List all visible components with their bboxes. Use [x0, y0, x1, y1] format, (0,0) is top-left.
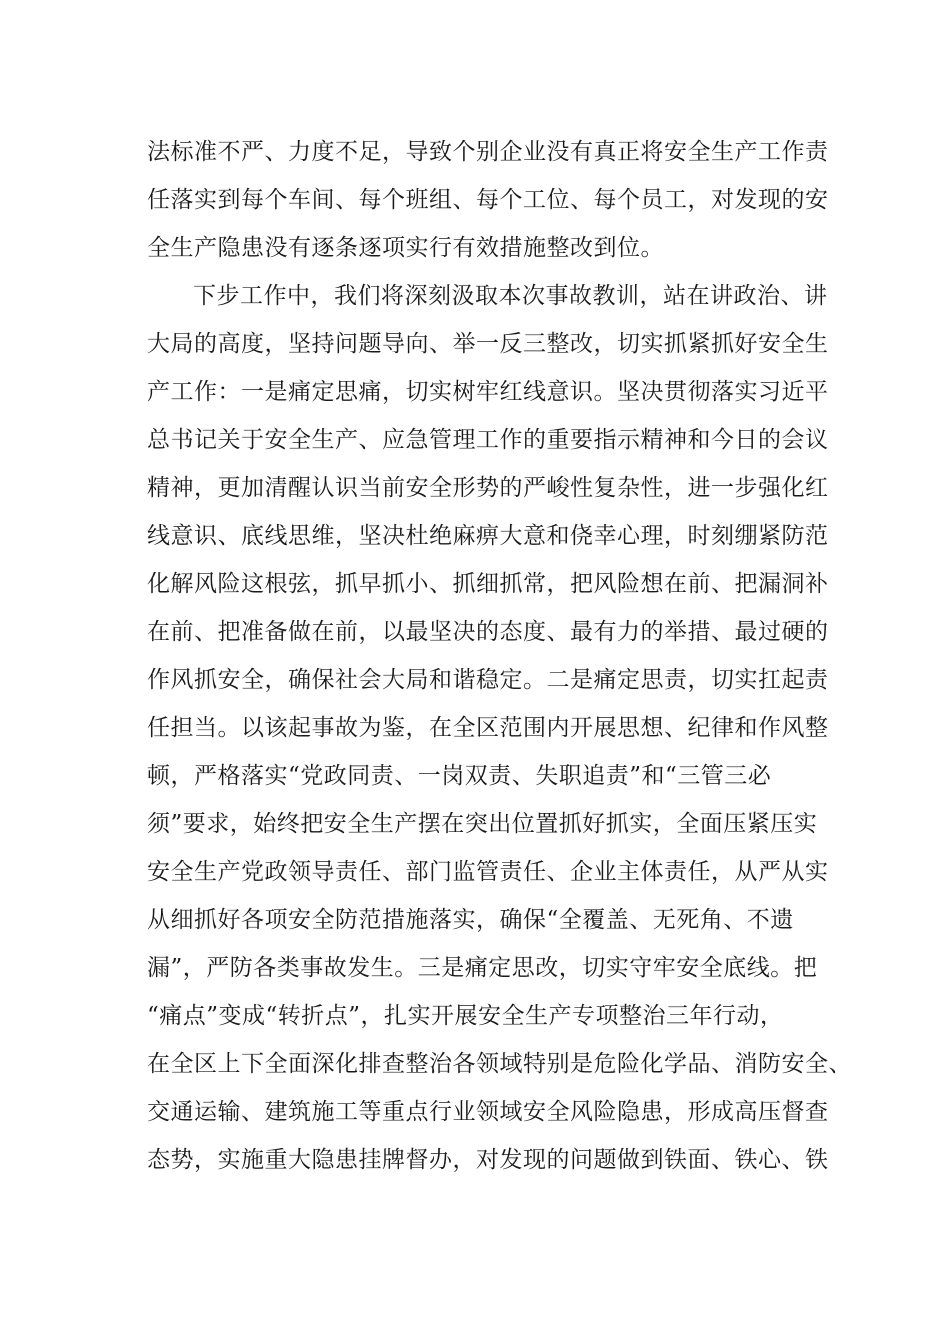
text-line: 漏”，严防各类事故发生。三是痛定思改，切实守牢安全底线。把	[147, 955, 818, 981]
text-line: 交通运输、建筑施工等重点行业领域安全风险隐患，形成高压督查	[147, 1099, 829, 1125]
text-line: 任落实到每个车间、每个班组、每个工位、每个员工，对发现的安	[147, 187, 829, 213]
text-line: 化解风险这根弦，抓早抓小、抓细抓常，把风险想在前、把漏洞补	[147, 571, 829, 597]
text-line: 线意识、底线思维，坚决杜绝麻痹大意和侥幸心理，时刻绷紧防范	[147, 523, 829, 549]
text-line: 态势，实施重大隐患挂牌督办，对发现的问题做到铁面、铁心、铁	[147, 1147, 829, 1173]
text-line: 法标准不严、力度不足，导致个别企业没有真正将安全生产工作责	[147, 139, 829, 165]
text-line: 安全生产党政领导责任、部门监管责任、企业主体责任，从严从实	[147, 859, 829, 885]
text-line: 顿，严格落实“党政同责、一岗双责、失职追责”和“三管三必	[147, 763, 772, 789]
text-line: 作风抓安全，确保社会大局和谐稳定。二是痛定思责，切实扛起责	[147, 667, 829, 693]
text-line: 任担当。以该起事故为鉴，在全区范围内开展思想、纪律和作风整	[147, 715, 829, 741]
text-line: 在全区上下全面深化排查整治各领域特别是危险化学品、消防安全、	[147, 1051, 852, 1077]
text-line: 产工作：一是痛定思痛，切实树牢红线意识。坚决贯彻落实习近平	[147, 379, 829, 405]
text-line: 全生产隐患没有逐条逐项实行有效措施整改到位。	[147, 235, 664, 261]
text-line: 从细抓好各项安全防范措施落实，确保“全覆盖、无死角、不遗	[147, 907, 794, 933]
text-line: 总书记关于安全生产、应急管理工作的重要指示精神和今日的会议	[147, 427, 829, 453]
text-line: “痛点”变成“转折点”，扎实开展安全生产专项整治三年行动，	[147, 1003, 784, 1029]
text-line: 精神，更加清醒认识当前安全形势的严峻性复杂性，进一步强化红	[147, 475, 829, 501]
text-line: 在前、把准备做在前，以最坚决的态度、最有力的举措、最过硬的	[147, 619, 829, 645]
text-line: 大局的高度，坚持问题导向、举一反三整改，切实抓紧抓好安全生	[147, 331, 829, 357]
text-line: 须”要求，始终把安全生产摆在突出位置抓好抓实，全面压紧压实	[147, 811, 818, 837]
paragraph-first-line: 下步工作中，我们将深刻汲取本次事故教训，站在讲政治、讲	[193, 283, 828, 309]
